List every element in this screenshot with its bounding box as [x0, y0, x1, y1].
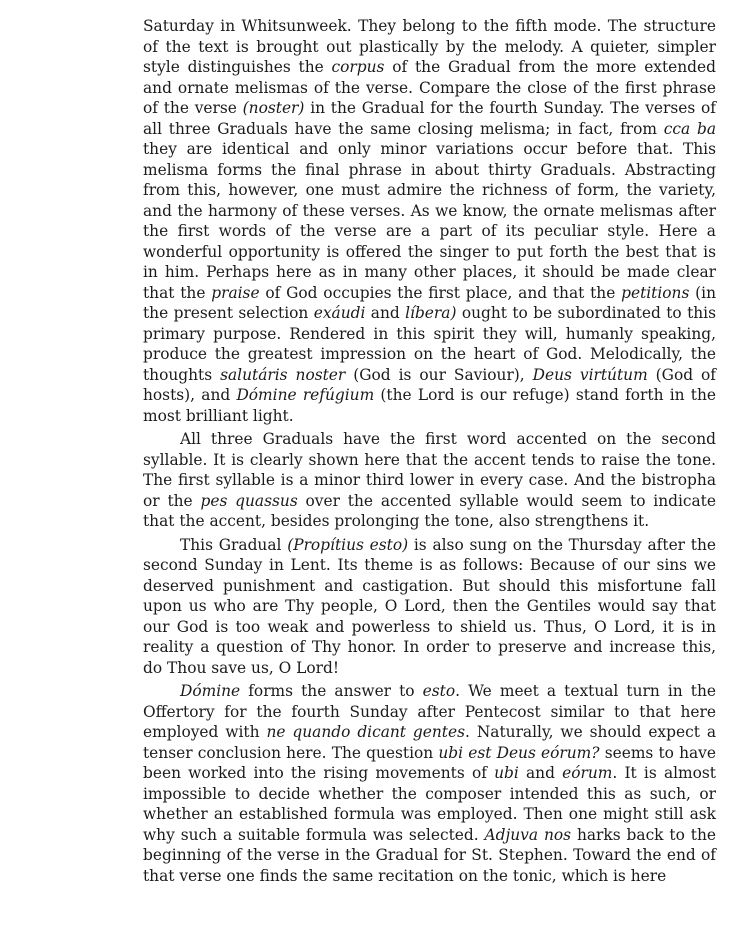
italic-term: salutáris noster [220, 365, 346, 384]
italic-term: cca ba [663, 119, 716, 138]
italic-term: Dómine refúgium [236, 386, 375, 404]
paragraph-3 [143, 535, 716, 679]
italic-term: ubi [494, 764, 519, 782]
text-run: . Naturally, we should expect a tenser conclusion here. The question [143, 723, 716, 762]
italic-term: ubi est Deus eórum? [438, 743, 600, 762]
italic-term: (Propítius esto) [287, 535, 409, 554]
italic-term: Dómine [180, 682, 241, 700]
italic-term: petitions [621, 283, 690, 302]
italic-term: ne quando dicant gentes [266, 723, 465, 741]
text-run: (God is our Saviour), [345, 365, 533, 384]
italic-term: Adjuva nos [484, 825, 572, 844]
text-run: and [365, 304, 406, 322]
text-run: is also sung on the Thursday after the second Sunday in Lent. Its theme is as follows: Because of our sins we deserved punishment and castigation. But should this misfortune fall upon us who are Thy people, O Lord, then the Gentiles would say that our God is too weak and powerless to shield us. Thus, O Lord, it is in reality a question of Thy honor. In order to preserve and increase this, do Thou save us, O Lord! [143, 535, 716, 677]
text-run: seems to have been worked into the rising movements of [143, 743, 716, 782]
italic-term: pes quassus [200, 491, 298, 510]
text-run: ought to be subordinated to this primary purpose. Rendered in this spirit they will, humanly speaking, produce the greatest impression on the heart of God. Melodically, the thoughts [143, 304, 716, 384]
text-run: . It is almost impossible to decide whether the composer intended this as such, or whether an established formula was employed. Then one might still ask why such a suitable formula was selected. [143, 764, 716, 844]
italic-term: (noster) [242, 99, 305, 117]
italic-term: esto [422, 682, 456, 700]
text-run: of the Gradual from the more extended and ornate melismas of the verse. Compare the close of the first phrase of the verse [143, 58, 716, 117]
italic-term: eórum [562, 764, 613, 782]
text-run: of God occupies the first place, and that the [259, 283, 622, 302]
text-run: (the Lord is our refuge) stand forth in the most brilliant light. [143, 386, 717, 425]
italic-term: exáudi [313, 304, 366, 322]
text-run: (in the present selection [143, 283, 717, 322]
text-run: forms the answer to [240, 682, 423, 700]
text-run: All three Graduals have the first word accented on the second syllable. It is clearly shown here that the accent tends to raise the tone. The first syllable is a minor third lower in every case. And the bistropha or the [143, 430, 716, 510]
text-run: . We meet a textual turn in the Offertory for the fourth Sunday after Pentecost similar to that here employed with [143, 682, 716, 741]
document-page [143, 16, 716, 886]
text-run: over the accented syllable would seem to indicate that the accent, besides prolonging the tone, also strengthens it. [143, 491, 716, 530]
italic-term: corpus [331, 58, 385, 76]
text-run: in the Gradual for the fourth Sunday. The verses of all three Graduals have the same closing melisma; in fact, from [143, 99, 716, 138]
text-run: harks back to the beginning of the verse in the Gradual for St. Stephen. Toward the end of that verse one finds the same recitation on the tonic, which is here [143, 825, 716, 885]
paragraph-2 [143, 429, 716, 532]
text-run: Saturday in Whitsunweek. They belong to the fifth mode. The structure of the text is brought out plastically by the melody. A quieter, simpler style distinguishes the [143, 17, 716, 76]
text-run: This Gradual [180, 535, 288, 554]
italic-term: Deus virtútum [532, 365, 648, 384]
italic-term: líbera) [405, 304, 457, 322]
text-run: they are identical and only minor variations occur before that. This melisma forms the final phrase in about thirty Graduals. Abstracting from this, however, one must admire the richness of form, the variety, and the harmony of these verses. As we know, the ornate melismas after the first words of the verse are a part of its peculiar style. Here a wonderful opportunity is offered the singer to put forth the best that is in him. Perhaps here as in many other places, it should be made clear that the [143, 140, 716, 302]
text-run: (God of hosts), and [143, 365, 716, 404]
paragraph-1 [143, 16, 716, 426]
italic-term: praise [211, 283, 260, 302]
text-run: and [518, 764, 563, 782]
paragraph-4 [143, 681, 716, 886]
